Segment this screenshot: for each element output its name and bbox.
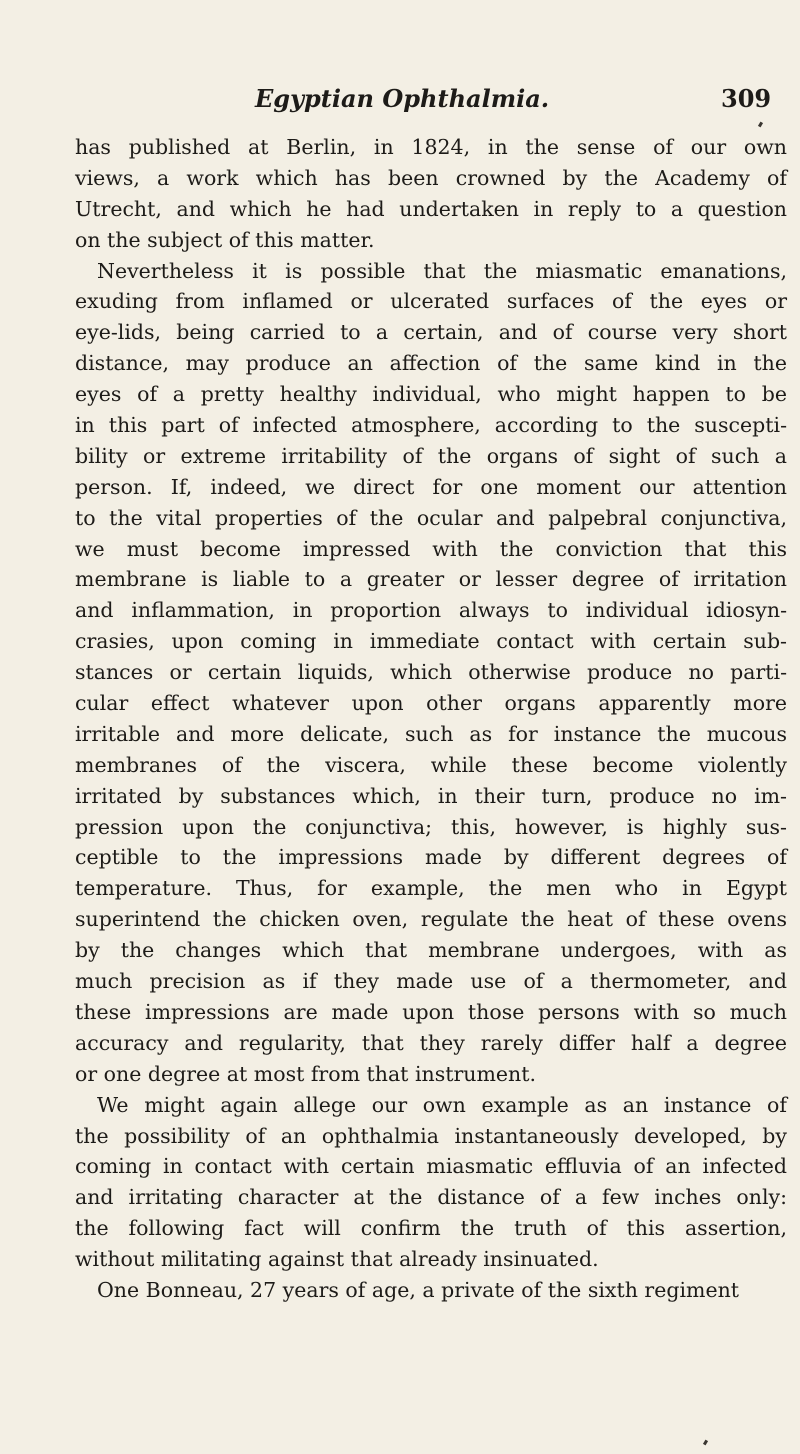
text-line: cular effect whatever upon other organs apparently more <box>75 691 787 716</box>
text-line: and irritating character at the distance of a few inches only: <box>75 1185 787 1210</box>
running-title: Egyptian Ophthalmia. <box>255 84 550 113</box>
text-line: views, a work which has been crowned by the Academy of <box>75 165 787 190</box>
text-line: the following fact will confirm the truth of this assertion, <box>75 1216 787 1241</box>
text-line: accuracy and regularity, that they rarely differ half a degree <box>75 1030 787 1055</box>
paragraph <box>75 1090 787 1275</box>
text-line: or one degree at most from that instrument. <box>75 1061 536 1086</box>
text-line: Utrecht, and which he had undertaken in reply to a question <box>75 196 787 221</box>
paragraph <box>75 1275 787 1306</box>
text-line: on the subject of this matter. <box>75 227 375 252</box>
page-number: 309 <box>721 84 772 113</box>
text-line: membrane is liable to a greater or lesser degree of irritation <box>75 567 787 592</box>
text-line: stances or certain liquids, which otherwise produce no parti- <box>75 660 787 685</box>
text-line: One Bonneau, 27 years of age, a private of the sixth regiment <box>97 1277 740 1302</box>
text-line: eye-lids, being carried to a certain, and of course very short <box>75 320 787 345</box>
paragraph <box>75 132 787 256</box>
text-line: exuding from inflamed or ulcerated surfaces of the eyes or <box>75 289 787 314</box>
text-line: bility or extreme irritability of the organs of sight of such a <box>75 443 787 468</box>
text-line: these impressions are made upon those persons with so much <box>75 999 787 1024</box>
text-line: irritable and more delicate, such as for instance the mucous <box>75 721 787 746</box>
text-line: person. If, indeed, we direct for one moment our attention <box>75 474 787 499</box>
text-line: we must become impressed with the conviction that this <box>75 536 787 561</box>
text-line: distance, may produce an affection of the same kind in the <box>75 351 787 376</box>
text-line: to the vital properties of the ocular and palpebral conjunctiva, <box>75 505 787 530</box>
text-line: ceptible to the impressions made by different degrees of <box>75 845 787 870</box>
body-text <box>75 132 787 1306</box>
print-speck <box>703 1440 708 1446</box>
text-line: irritated by substances which, in their turn, produce no im- <box>75 783 787 808</box>
text-line: We might again allege our own example as an instance of <box>97 1092 787 1117</box>
text-line: crasies, upon coming in immediate contact with certain sub- <box>75 629 787 654</box>
text-line: coming in contact with certain miasmatic effluvia of an infected <box>75 1154 787 1179</box>
text-line: pression upon the conjunctiva; this, however, is highly sus- <box>75 814 787 839</box>
text-line: superintend the chicken oven, regulate the heat of these ovens <box>75 907 787 932</box>
text-line: eyes of a pretty healthy individual, who might happen to be <box>75 382 787 407</box>
text-line: much precision as if they made use of a thermometer, and <box>75 969 787 994</box>
text-line: and inflammation, in proportion always to individual idiosyn- <box>75 598 787 623</box>
text-line: in this part of infected atmosphere, according to the suscepti- <box>75 413 787 438</box>
print-speck <box>758 122 763 128</box>
text-line: Nevertheless it is possible that the miasmatic emanations, <box>97 258 787 283</box>
text-line: by the changes which that membrane undergoes, with as <box>75 938 787 963</box>
text-line: without militating against that already insinuated. <box>75 1247 599 1272</box>
text-line: membranes of the viscera, while these become violently <box>75 752 787 777</box>
text-line: temperature. Thus, for example, the men who in Egypt <box>75 876 787 901</box>
text-line: has published at Berlin, in 1824, in the sense of our own <box>75 135 787 159</box>
paragraph <box>75 256 787 1090</box>
text-line: the possibility of an ophthalmia instantaneously developed, by <box>75 1123 787 1148</box>
